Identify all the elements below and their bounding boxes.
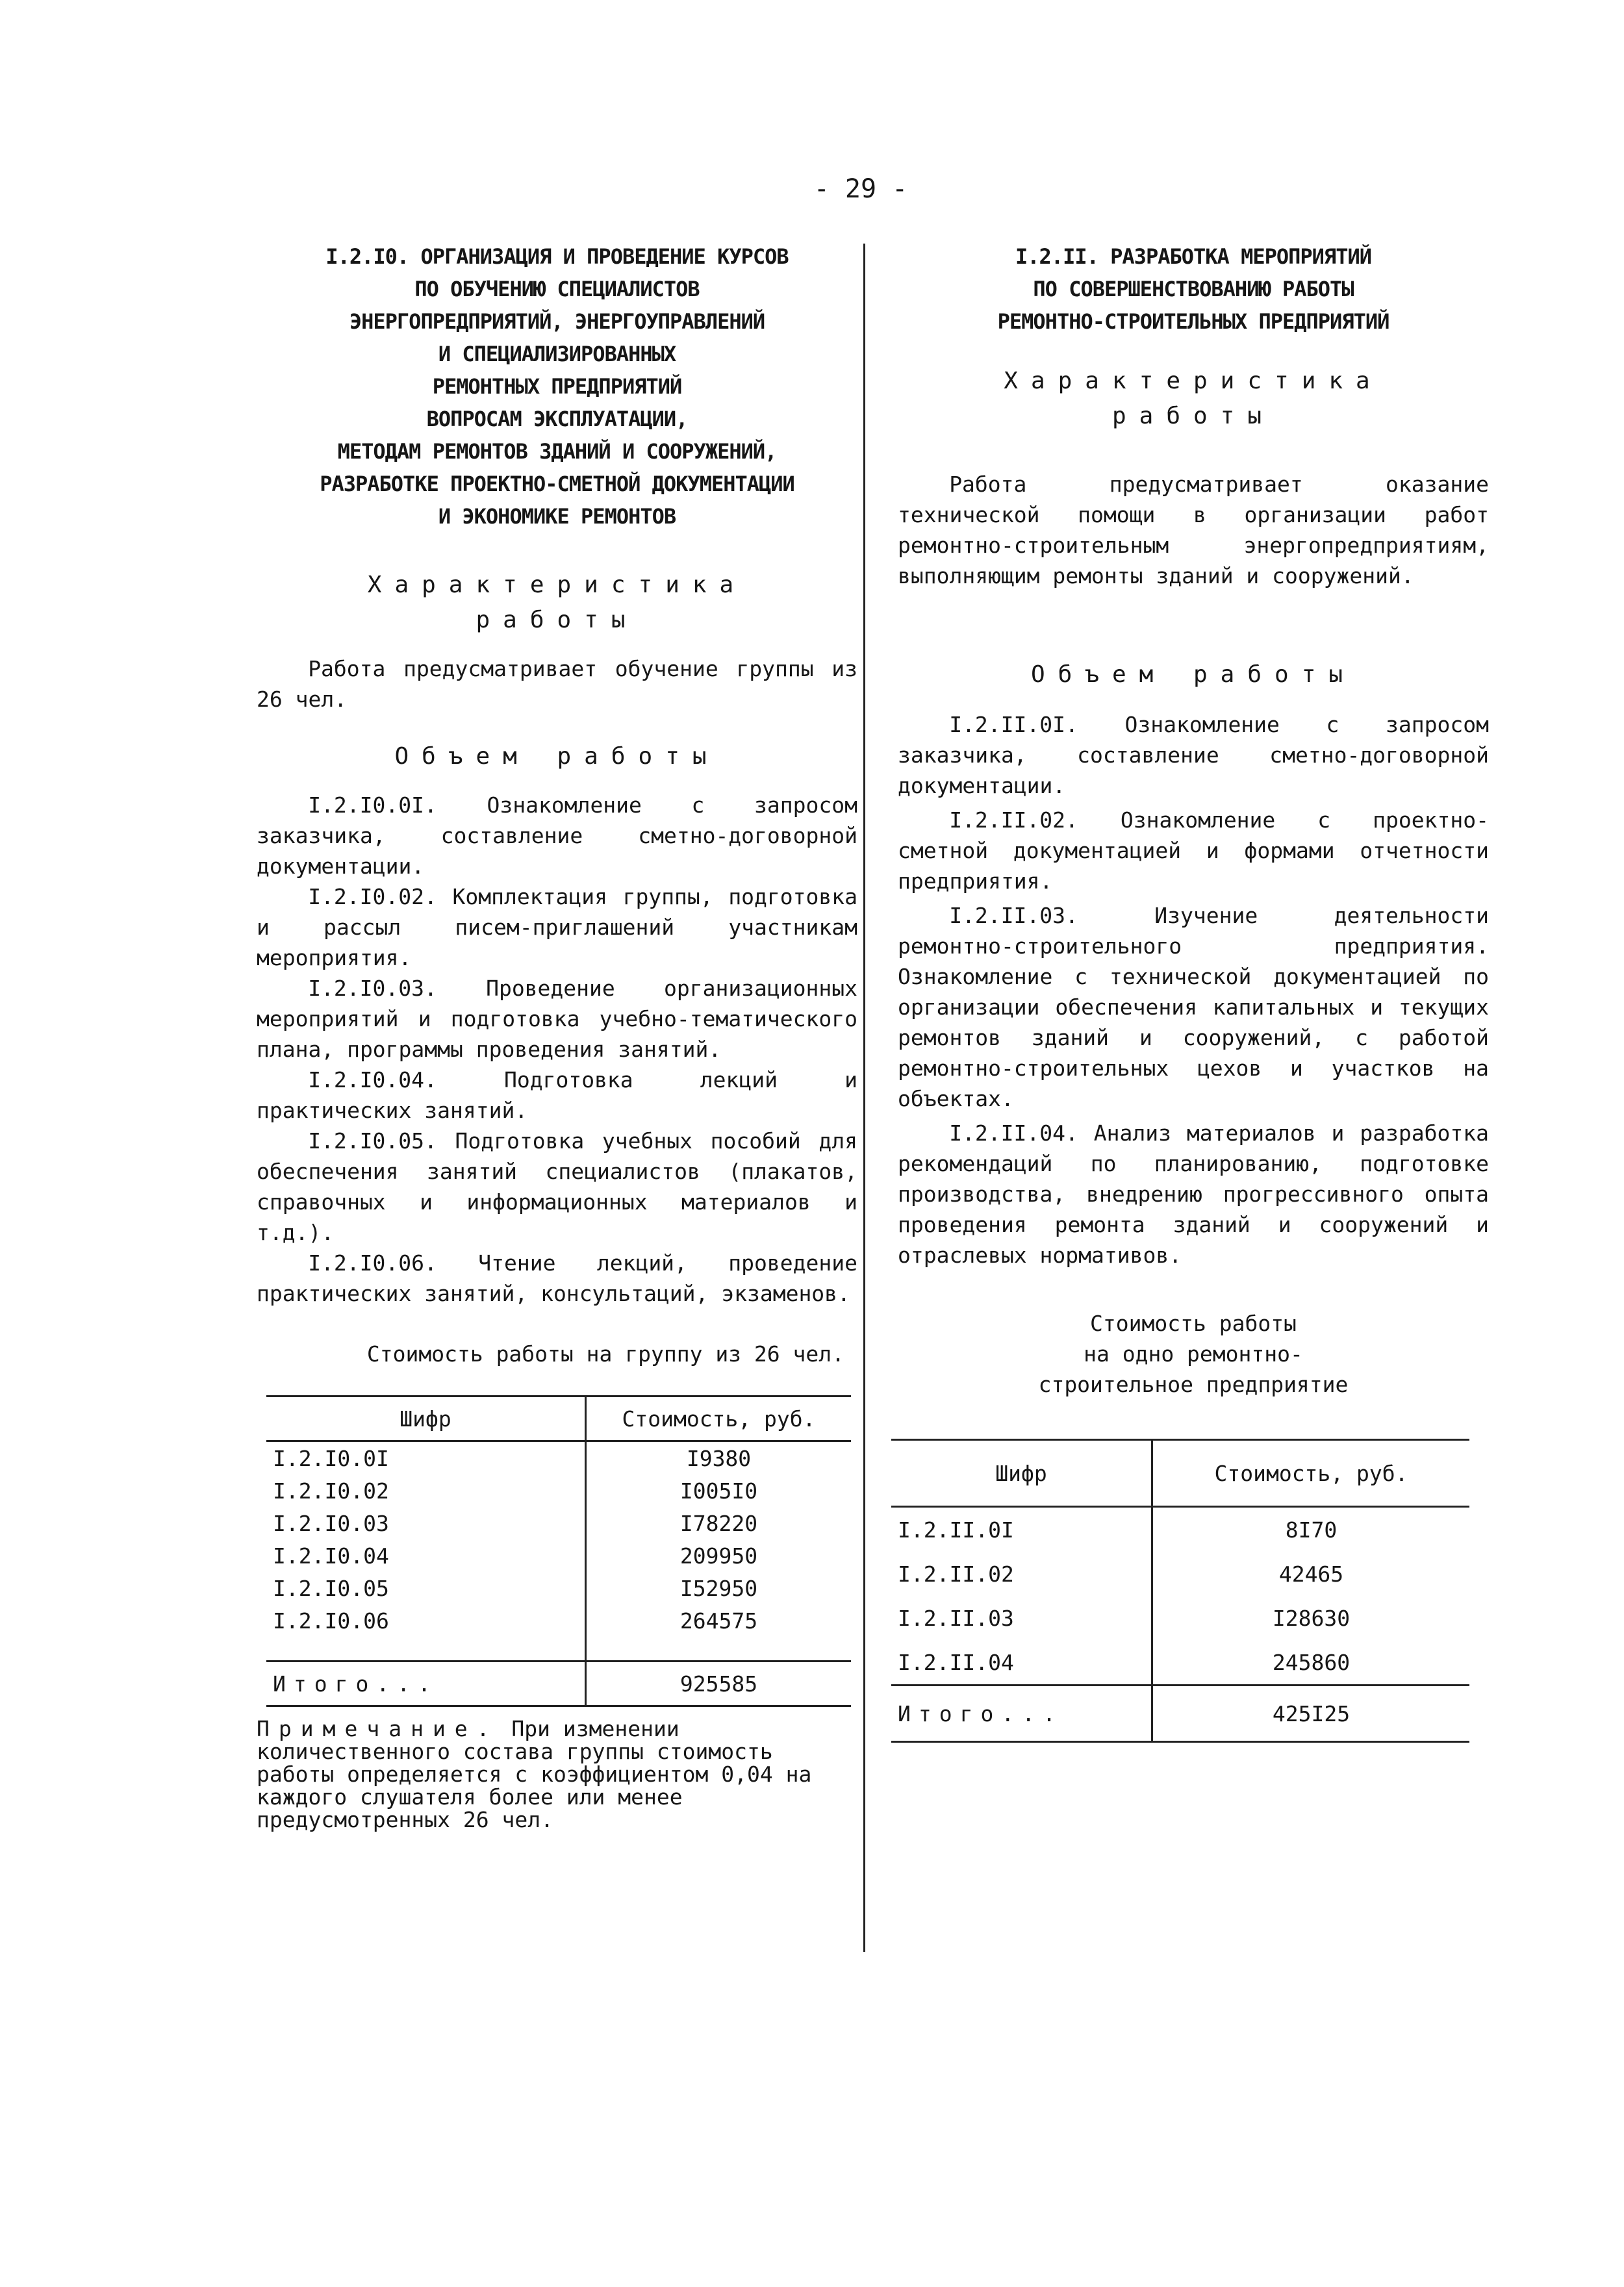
work-item: I.2.II.0I. Ознакомление с запросом заказчика, составление сметно-договорной документации.	[898, 712, 1489, 798]
work-item: I.2.II.02. Ознакомление с проектно-сметной документацией и формами отчетности предприятия.	[898, 807, 1489, 894]
column-header-code: Шифр	[266, 1396, 586, 1441]
total-value: 425I25	[1152, 1686, 1470, 1742]
work-item: I.2.I0.0I. Ознакомление с запросом заказчика, составление сметно-договорной документации.	[257, 792, 857, 879]
footnote-label: Примечание.	[257, 1716, 499, 1741]
characteristic-title: Характеристика работы	[367, 572, 747, 633]
table-row	[891, 1596, 1469, 1640]
cell-cost: 264575	[679, 1608, 758, 1634]
cell-code: I.2.II.03	[891, 1596, 1152, 1640]
column-header-cost: Стоимость, руб.	[586, 1396, 852, 1441]
cell-code: I.2.I0.02	[266, 1474, 586, 1507]
footnote	[257, 1717, 857, 1831]
cell-cost: 245860	[1272, 1649, 1351, 1675]
work-item: I.2.II.04. Анализ материалов и разработка рекомендаций по планированию, подготовке производства, внедрению прогрессивного опыта проведения ремонта зданий и сооружений и отраслевых нормативов.	[898, 1120, 1489, 1268]
work-item: I.2.I0.04. Подготовка лекций и практических занятий.	[257, 1067, 857, 1123]
cell-cost: I78220	[679, 1510, 758, 1536]
work-item: I.2.I0.03. Проведение организационных мероприятий и подготовка учебно-тематического плана, программы проведения занятий.	[257, 976, 857, 1062]
cell-code: I.2.II.0I	[891, 1507, 1152, 1552]
volume-title: Объем работы	[394, 743, 720, 770]
cell-code: I.2.I0.04	[266, 1539, 586, 1572]
cost-table	[891, 1439, 1469, 1743]
cell-code: I.2.II.02	[891, 1552, 1152, 1596]
right-column	[898, 240, 1489, 1743]
column-header-code: Шифр	[891, 1440, 1152, 1507]
table-header-row	[266, 1396, 851, 1441]
cell-code: I.2.I0.0I	[266, 1441, 586, 1475]
characteristic-text: Работа предусматривает оказание технической помощи в организации работ ремонтно-строительным энергопредприятиям, выполняющим ремонты зданий и сооружений.	[898, 472, 1489, 588]
table-row	[891, 1507, 1469, 1552]
table-row	[266, 1539, 851, 1572]
work-item: I.2.I0.06. Чтение лекций, проведение практических занятий, консультаций, экзаменов.	[257, 1250, 857, 1306]
table-row	[266, 1441, 851, 1475]
cost-caption: Стоимость работы на группу из 26 чел.	[366, 1341, 844, 1367]
characteristic-title: Характеристика работы	[1004, 368, 1383, 429]
column-divider	[863, 244, 865, 1952]
table-total-row	[891, 1686, 1469, 1742]
table-row	[891, 1552, 1469, 1596]
cell-cost: I9380	[686, 1445, 752, 1471]
cell-code: I.2.I0.05	[266, 1572, 586, 1604]
column-header-cost: Стоимость, руб.	[1152, 1440, 1470, 1507]
cost-caption: Стоимость работы на одно ремонтно- строительное предприятие	[1038, 1311, 1349, 1397]
cell-cost: I28630	[1272, 1605, 1351, 1631]
total-label: Итого...	[266, 1662, 586, 1706]
total-value: 925585	[586, 1662, 852, 1706]
table-row	[266, 1474, 851, 1507]
section-heading-1-2-10: I.2.I0. ОРГАНИЗАЦИЯ И ПРОВЕДЕНИЕ КУРСОВ ПО ОБУЧЕНИЮ СПЕЦИАЛИСТОВ ЭНЕРГОПРЕДПРИЯТИЙ, ЭНЕРГОУПРАВЛЕНИЙ И СПЕЦИАЛИЗИРОВАННЫХ РЕМОНТНЫХ ПРЕДПРИЯТИЙ ВОПРОСАМ ЭКСПЛУАТАЦИИ, МЕТОДАМ РЕМОНТОВ ЗДАНИЙ И СООРУЖЕНИЙ, РАЗРАБОТКЕ ПРОЕКТНО-СМЕТНОЙ ДОКУМЕНТАЦИИ И ЭКОНОМИКЕ РЕМОНТОВ	[320, 244, 794, 529]
cell-code: I.2.I0.06	[266, 1604, 586, 1637]
table-total-row	[266, 1662, 851, 1706]
total-label: Итого...	[891, 1686, 1152, 1742]
work-item: I.2.II.03. Изучение деятельности ремонтно-строительного предприятия. Ознакомление с технической документацией по организации обеспечения капитальных и текущих ремонтов зданий и сооружений, с работой ремонтно-строительных цехов и участков на объектах.	[898, 903, 1489, 1111]
cell-cost: 42465	[1278, 1561, 1344, 1587]
table-row	[891, 1640, 1469, 1686]
table-row	[266, 1507, 851, 1539]
table-row	[266, 1604, 851, 1637]
cell-code: I.2.I0.03	[266, 1507, 586, 1539]
work-item: I.2.I0.02. Комплектация группы, подготовка и рассыл писем-приглашений участникам мероприятия.	[257, 884, 857, 970]
cost-table	[266, 1395, 851, 1707]
left-column	[257, 240, 857, 1831]
table-header-row	[891, 1440, 1469, 1507]
footnote-text: При изменении количественного состава группы стоимость работы определяется с коэффициентом 0,04 на каждого слушателя более или менее предусмотренных 26 чел.	[257, 1716, 812, 1832]
volume-title: Объем работы	[1030, 661, 1356, 688]
cell-cost: I52950	[679, 1575, 758, 1601]
table-row	[266, 1572, 851, 1604]
section-heading-1-2-11: I.2.II. РАЗРАБОТКА МЕРОПРИЯТИЙ ПО СОВЕРШЕНСТВОВАНИЮ РАБОТЫ РЕМОНТНО-СТРОИТЕЛЬНЫХ ПРЕДПРИЯТИЙ	[997, 244, 1389, 334]
cell-code: I.2.II.04	[891, 1640, 1152, 1686]
cell-cost: 209950	[679, 1543, 758, 1569]
table-spacer-row	[266, 1637, 851, 1662]
cell-cost: I005I0	[679, 1478, 758, 1504]
characteristic-text: Работа предусматривает обучение группы из 26 чел.	[257, 656, 857, 712]
page-number: - 29 -	[813, 174, 908, 204]
work-item: I.2.I0.05. Подготовка учебных пособий для обеспечения занятий специалистов (плакатов, справочных и информационных материалов и т.д.).	[257, 1128, 857, 1245]
cell-cost: 8I70	[1285, 1517, 1338, 1543]
